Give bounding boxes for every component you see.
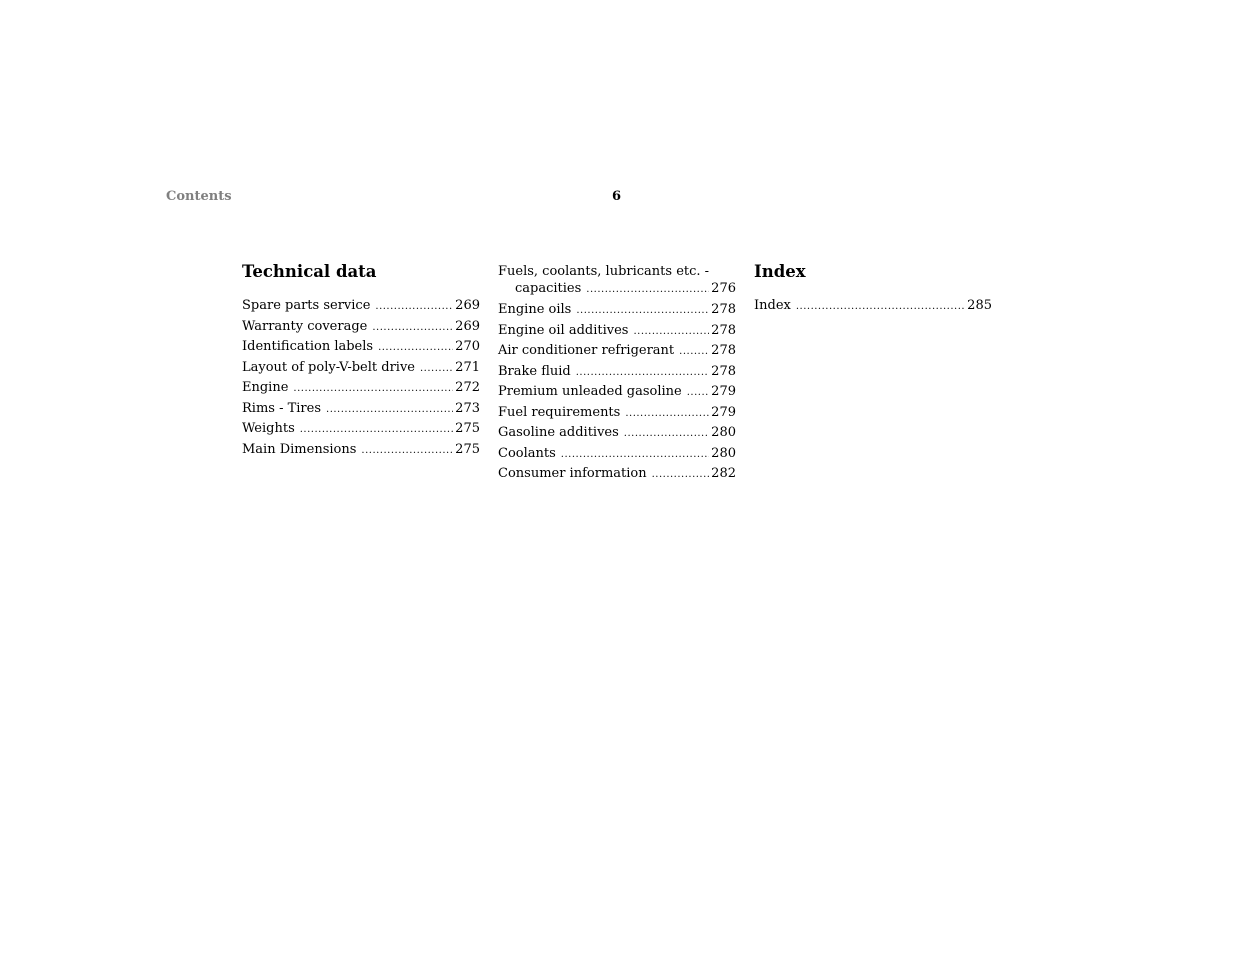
toc-entry-page: 280 <box>711 425 736 440</box>
toc-entry-label: Index <box>754 298 791 313</box>
toc-entry-label: Rims - Tires <box>242 400 322 416</box>
toc-entry-page: 275 <box>455 441 480 457</box>
toc-entry-layout-of-poly-v-belt-drive[interactable] <box>242 358 480 379</box>
page-number: 6 <box>612 189 622 204</box>
toc-entry-main-dimensions[interactable] <box>242 440 480 461</box>
toc-entry-label: Weights <box>242 421 295 436</box>
dot-leader <box>375 297 453 317</box>
toc-entry-engine-oil-additives[interactable] <box>498 321 736 342</box>
dot-leader <box>633 322 709 342</box>
toc-entry-identification-labels[interactable] <box>242 337 480 358</box>
dot-leader <box>796 297 965 317</box>
toc-entry-consumer-information[interactable] <box>498 464 736 485</box>
toc-entry-page: 285 <box>967 298 992 313</box>
dot-leader <box>326 400 453 420</box>
toc-list <box>754 296 992 317</box>
toc-entry-label: Gasoline additives <box>498 425 619 440</box>
toc-entry-weights[interactable] <box>242 419 480 440</box>
toc-entry-fuel-requirements[interactable] <box>498 403 736 424</box>
toc-entry-page: 276 <box>711 281 736 296</box>
toc-entry-spare-parts-service[interactable] <box>242 296 480 317</box>
toc-entry-gasoline-additives[interactable] <box>498 423 736 444</box>
toc-entry-page: 273 <box>455 400 480 416</box>
dot-leader <box>679 342 709 362</box>
toc-entry-premium-unleaded-gasoline[interactable] <box>498 382 736 403</box>
toc-entry-label: Spare parts service <box>242 298 371 313</box>
section-heading-index: Index <box>754 262 806 281</box>
dot-leader <box>652 465 710 485</box>
toc-entry-page: 269 <box>455 318 480 334</box>
toc-list <box>498 263 736 485</box>
dot-leader <box>624 424 709 444</box>
section-heading-technical-data: Technical data <box>242 262 377 281</box>
toc-entry-label: Air conditioner refrigerant <box>498 343 675 358</box>
dot-leader <box>361 441 453 461</box>
toc-entry-label: Fuels, coolants, lubricants etc. - <box>498 264 710 279</box>
dot-leader <box>576 301 709 321</box>
toc-entry-page: 280 <box>711 445 736 461</box>
running-head-section: Contents <box>166 189 232 204</box>
dot-leader <box>293 379 453 399</box>
dot-leader <box>625 404 709 424</box>
toc-column-fuels-and-fluids <box>498 262 736 485</box>
dot-leader <box>561 445 709 465</box>
toc-entry-label: Engine oil additives <box>498 322 629 338</box>
toc-entry-engine[interactable] <box>242 378 480 399</box>
toc-entry-page: 278 <box>711 302 736 317</box>
dot-leader <box>576 363 709 383</box>
toc-entry-coolants[interactable] <box>498 444 736 465</box>
toc-entry-page: 282 <box>711 466 736 481</box>
toc-entry-index[interactable] <box>754 296 992 317</box>
toc-column-technical-data <box>242 262 480 460</box>
toc-entry-page: 279 <box>711 384 736 399</box>
toc-entry-brake-fluid[interactable] <box>498 362 736 383</box>
toc-entry-label: Brake fluid <box>498 363 571 379</box>
toc-entry-page: 269 <box>455 298 480 313</box>
dot-leader <box>300 420 453 440</box>
toc-entry-label: Main Dimensions <box>242 441 357 457</box>
dot-leader <box>372 318 453 338</box>
toc-entry-fuels-coolants-lubricants-capacities[interactable] <box>498 263 736 298</box>
toc-entry-page: 278 <box>711 322 736 338</box>
toc-entry-air-conditioner-refrigerant[interactable] <box>498 341 736 362</box>
toc-entry-label: Fuel requirements <box>498 404 621 420</box>
toc-entry-label: Identification labels <box>242 339 374 354</box>
toc-entry-engine-oils[interactable] <box>498 300 736 321</box>
toc-entry-label: Engine oils <box>498 302 572 317</box>
dot-leader <box>378 338 453 358</box>
toc-entry-label: Layout of poly-V-belt drive <box>242 359 415 375</box>
toc-entry-page: 279 <box>711 404 736 420</box>
toc-entry-label: Warranty coverage <box>242 318 368 334</box>
dot-leader <box>420 359 453 379</box>
toc-column-index <box>754 262 992 317</box>
toc-entry-continuation <box>498 280 736 298</box>
toc-entry-page: 270 <box>455 339 480 354</box>
toc-list <box>242 296 480 460</box>
toc-entry-label-continued: capacities <box>515 281 582 296</box>
toc-entry-page: 272 <box>455 380 480 395</box>
dot-leader <box>687 383 709 403</box>
toc-entry-label: Consumer information <box>498 466 647 481</box>
dot-leader <box>586 281 709 298</box>
toc-entry-label: Coolants <box>498 445 556 461</box>
toc-entry-label: Premium unleaded gasoline <box>498 384 682 399</box>
toc-entry-page: 271 <box>455 359 480 375</box>
toc-entry-page: 278 <box>711 343 736 358</box>
toc-entry-page: 275 <box>455 421 480 436</box>
toc-entry-warranty-coverage[interactable] <box>242 317 480 338</box>
toc-entry-rims-tires[interactable] <box>242 399 480 420</box>
toc-entry-label: Engine <box>242 380 289 395</box>
toc-entry-page: 278 <box>711 363 736 379</box>
